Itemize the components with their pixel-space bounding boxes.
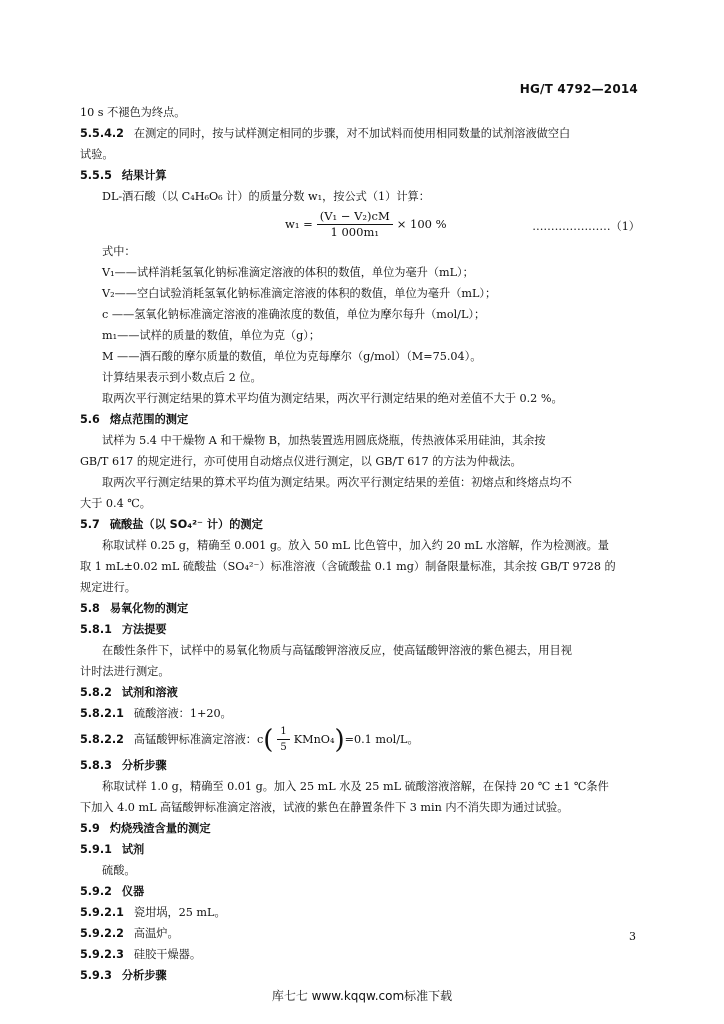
clause-number: 5.9.2.3 <box>80 948 124 961</box>
formula-denominator: 1 000m₁ <box>330 225 379 239</box>
line: 取两次平行测定结果的算术平均值为测定结果。两次平行测定结果的差值：初熔点和终熔点均不 <box>102 476 572 489</box>
clause-number: 5.9.3 <box>80 969 112 982</box>
clause-number: 5.9.2 <box>80 885 112 898</box>
formula-fraction <box>317 209 393 240</box>
clause-5-9-2-3 <box>80 944 640 965</box>
heading-5-8-1 <box>80 619 640 640</box>
heading-text: 结果计算 <box>121 169 167 182</box>
expression-tail: =0.1 mol/L。 <box>344 732 419 746</box>
clause-number: 5.8.2 <box>80 686 112 699</box>
clause-text: 高温炉。 <box>133 927 179 940</box>
heading-5-8-3 <box>80 755 640 776</box>
line: 大于 0.4 ℃。 <box>80 497 151 510</box>
line: 试样为 5.4 中干燥物 A 和干燥物 B，加热装置选用圆底烧瓶，传热液体采用硅油，其余按 <box>102 434 546 447</box>
heading-text: 试剂和溶液 <box>121 686 178 699</box>
clause-number: 5.5.5 <box>80 169 112 182</box>
definition-item: V₁——试样消耗氢氧化钠标准滴定溶液的体积的数值，单位为毫升（mL）； <box>102 266 474 279</box>
line: 计时法进行测定。 <box>80 665 170 678</box>
formula-numerator: (V₁ − V₂)cM <box>317 209 393 225</box>
expression-lead: 高锰酸钾标准滴定溶液：c <box>133 732 264 746</box>
line: 称取试样 1.0 g，精确至 0.01 g。加入 25 mL 水及 25 mL 硫酸溶液溶解，在保持 20 ℃ ±1 ℃条件 <box>102 780 609 793</box>
heading-5-9-2 <box>80 881 640 902</box>
definition-item: c ——氢氧化钠标准滴定溶液的准确浓度的数值，单位为摩尔每升（mol/L）； <box>102 308 486 321</box>
clause-number: 5.6 <box>80 413 100 426</box>
standard-code: HG/T 4792—2014 <box>519 82 638 96</box>
clause-5-5-4-2 <box>80 123 640 144</box>
line: 在酸性条件下，试样中的易氧化物质与高锰酸钾溶液反应，使高锰酸钾溶液的紫色褪去，用目视 <box>102 644 572 657</box>
line: 称取试样 0.25 g，精确至 0.001 g。放入 50 mL 比色管中，加入约 20 mL 水溶解，作为检测液。量 <box>102 539 609 552</box>
heading-text: 硫酸盐（以 SO₄²⁻ 计）的测定 <box>109 518 263 531</box>
clause-text: 硫酸溶液：1+20。 <box>133 707 232 720</box>
paren-open: ( <box>263 724 274 755</box>
clause-5-8-2-2 <box>80 724 640 755</box>
kmno4-expression <box>134 724 419 755</box>
heading-5-8 <box>80 598 640 619</box>
body-text <box>80 102 640 986</box>
equation-number: …………………（1） <box>532 220 640 233</box>
line: 取 1 mL±0.02 mL 硫酸盐（SO₄²⁻）标准溶液（含硫酸盐 0.1 mg）制备限量标准，其余按 GB/T 9728 的 <box>80 560 616 573</box>
clause-number: 5.9.2.2 <box>80 927 124 940</box>
formula-lhs: w₁ = <box>285 217 313 231</box>
fraction-one-fifth <box>277 724 289 755</box>
clause-number: 5.5.4.2 <box>80 127 124 140</box>
heading-5-9 <box>80 818 640 839</box>
formula-1 <box>80 207 640 241</box>
clause-text: 在测定的同时，按与试样测定相同的步骤，对不加试料而使用相同数量的试剂溶液做空白 <box>133 127 571 140</box>
heading-5-5-5 <box>80 165 640 186</box>
heading-text: 仪器 <box>121 885 145 898</box>
heading-text: 方法提要 <box>121 623 167 636</box>
line: 10 s 不褪色为终点。 <box>80 106 186 119</box>
line: 硫酸。 <box>102 864 136 877</box>
clause-number: 5.8 <box>80 602 100 615</box>
heading-5-8-2 <box>80 682 640 703</box>
clause-text: 瓷坩埚，25 mL。 <box>133 906 226 919</box>
heading-text: 易氧化物的测定 <box>109 602 189 615</box>
line: 下加入 4.0 mL 高锰酸钾标准滴定溶液，试液的紫色在静置条件下 3 min 内不消失即为通过试验。 <box>80 801 569 814</box>
definition-item: m₁——试样的质量的数值，单位为克（g）； <box>102 329 321 342</box>
fraction-numerator: 1 <box>277 724 289 740</box>
clause-number: 5.9 <box>80 822 100 835</box>
clause-number: 5.8.2.2 <box>80 732 124 746</box>
line: 计算结果表示到小数点后 2 位。 <box>102 371 262 384</box>
heading-text: 分析步骤 <box>121 969 167 982</box>
clause-number: 5.9.1 <box>80 843 112 856</box>
heading-5-9-1 <box>80 839 640 860</box>
clause-text: 硅胶干燥器。 <box>133 948 202 961</box>
heading-5-9-3 <box>80 965 640 986</box>
clause-5-9-2-1 <box>80 902 640 923</box>
site-watermark: 库七七 www.kqqw.com标准下载 <box>271 989 453 1003</box>
clause-number: 5.9.2.1 <box>80 906 124 919</box>
page-number: 3 <box>629 930 636 943</box>
line: 式中： <box>102 245 136 258</box>
heading-text: 灼烧残渣含量的测定 <box>109 822 211 835</box>
line: 取两次平行测定结果的算术平均值为测定结果，两次平行测定结果的绝对差值不大于 0.2 %。 <box>102 392 563 405</box>
heading-text: 试剂 <box>121 843 145 856</box>
line: 规定进行。 <box>80 581 136 594</box>
line: 试验。 <box>80 148 114 161</box>
heading-text: 分析步骤 <box>121 759 167 772</box>
kmno4-formula: KMnO₄ <box>293 732 335 746</box>
heading-text: 熔点范围的测定 <box>109 413 189 426</box>
clause-5-9-2-2 <box>80 923 640 944</box>
line: GB/T 617 的规定进行，亦可使用自动熔点仪进行测定，以 GB/T 617 的方法为仲裁法。 <box>80 455 522 468</box>
paren-close: ) <box>334 724 345 755</box>
heading-5-7 <box>80 514 640 535</box>
definition-item: V₂——空白试验消耗氢氧化钠标准滴定溶液的体积的数值，单位为毫升（mL）； <box>102 287 497 300</box>
clause-number: 5.8.3 <box>80 759 112 772</box>
line: DL-酒石酸（以 C₄H₆O₆ 计）的质量分数 w₁，按公式（1）计算： <box>102 190 430 203</box>
fraction-denominator: 5 <box>280 742 287 753</box>
heading-5-6 <box>80 409 640 430</box>
formula-expression <box>285 209 447 240</box>
clause-number: 5.8.2.1 <box>80 707 124 720</box>
clause-5-8-2-1 <box>80 703 640 724</box>
clause-number: 5.7 <box>80 518 100 531</box>
formula-tail: × 100 % <box>396 217 447 231</box>
clause-number: 5.8.1 <box>80 623 112 636</box>
definition-item: M ——酒石酸的摩尔质量的数值，单位为克每摩尔（g/mol）（M=75.04）。 <box>102 350 482 363</box>
